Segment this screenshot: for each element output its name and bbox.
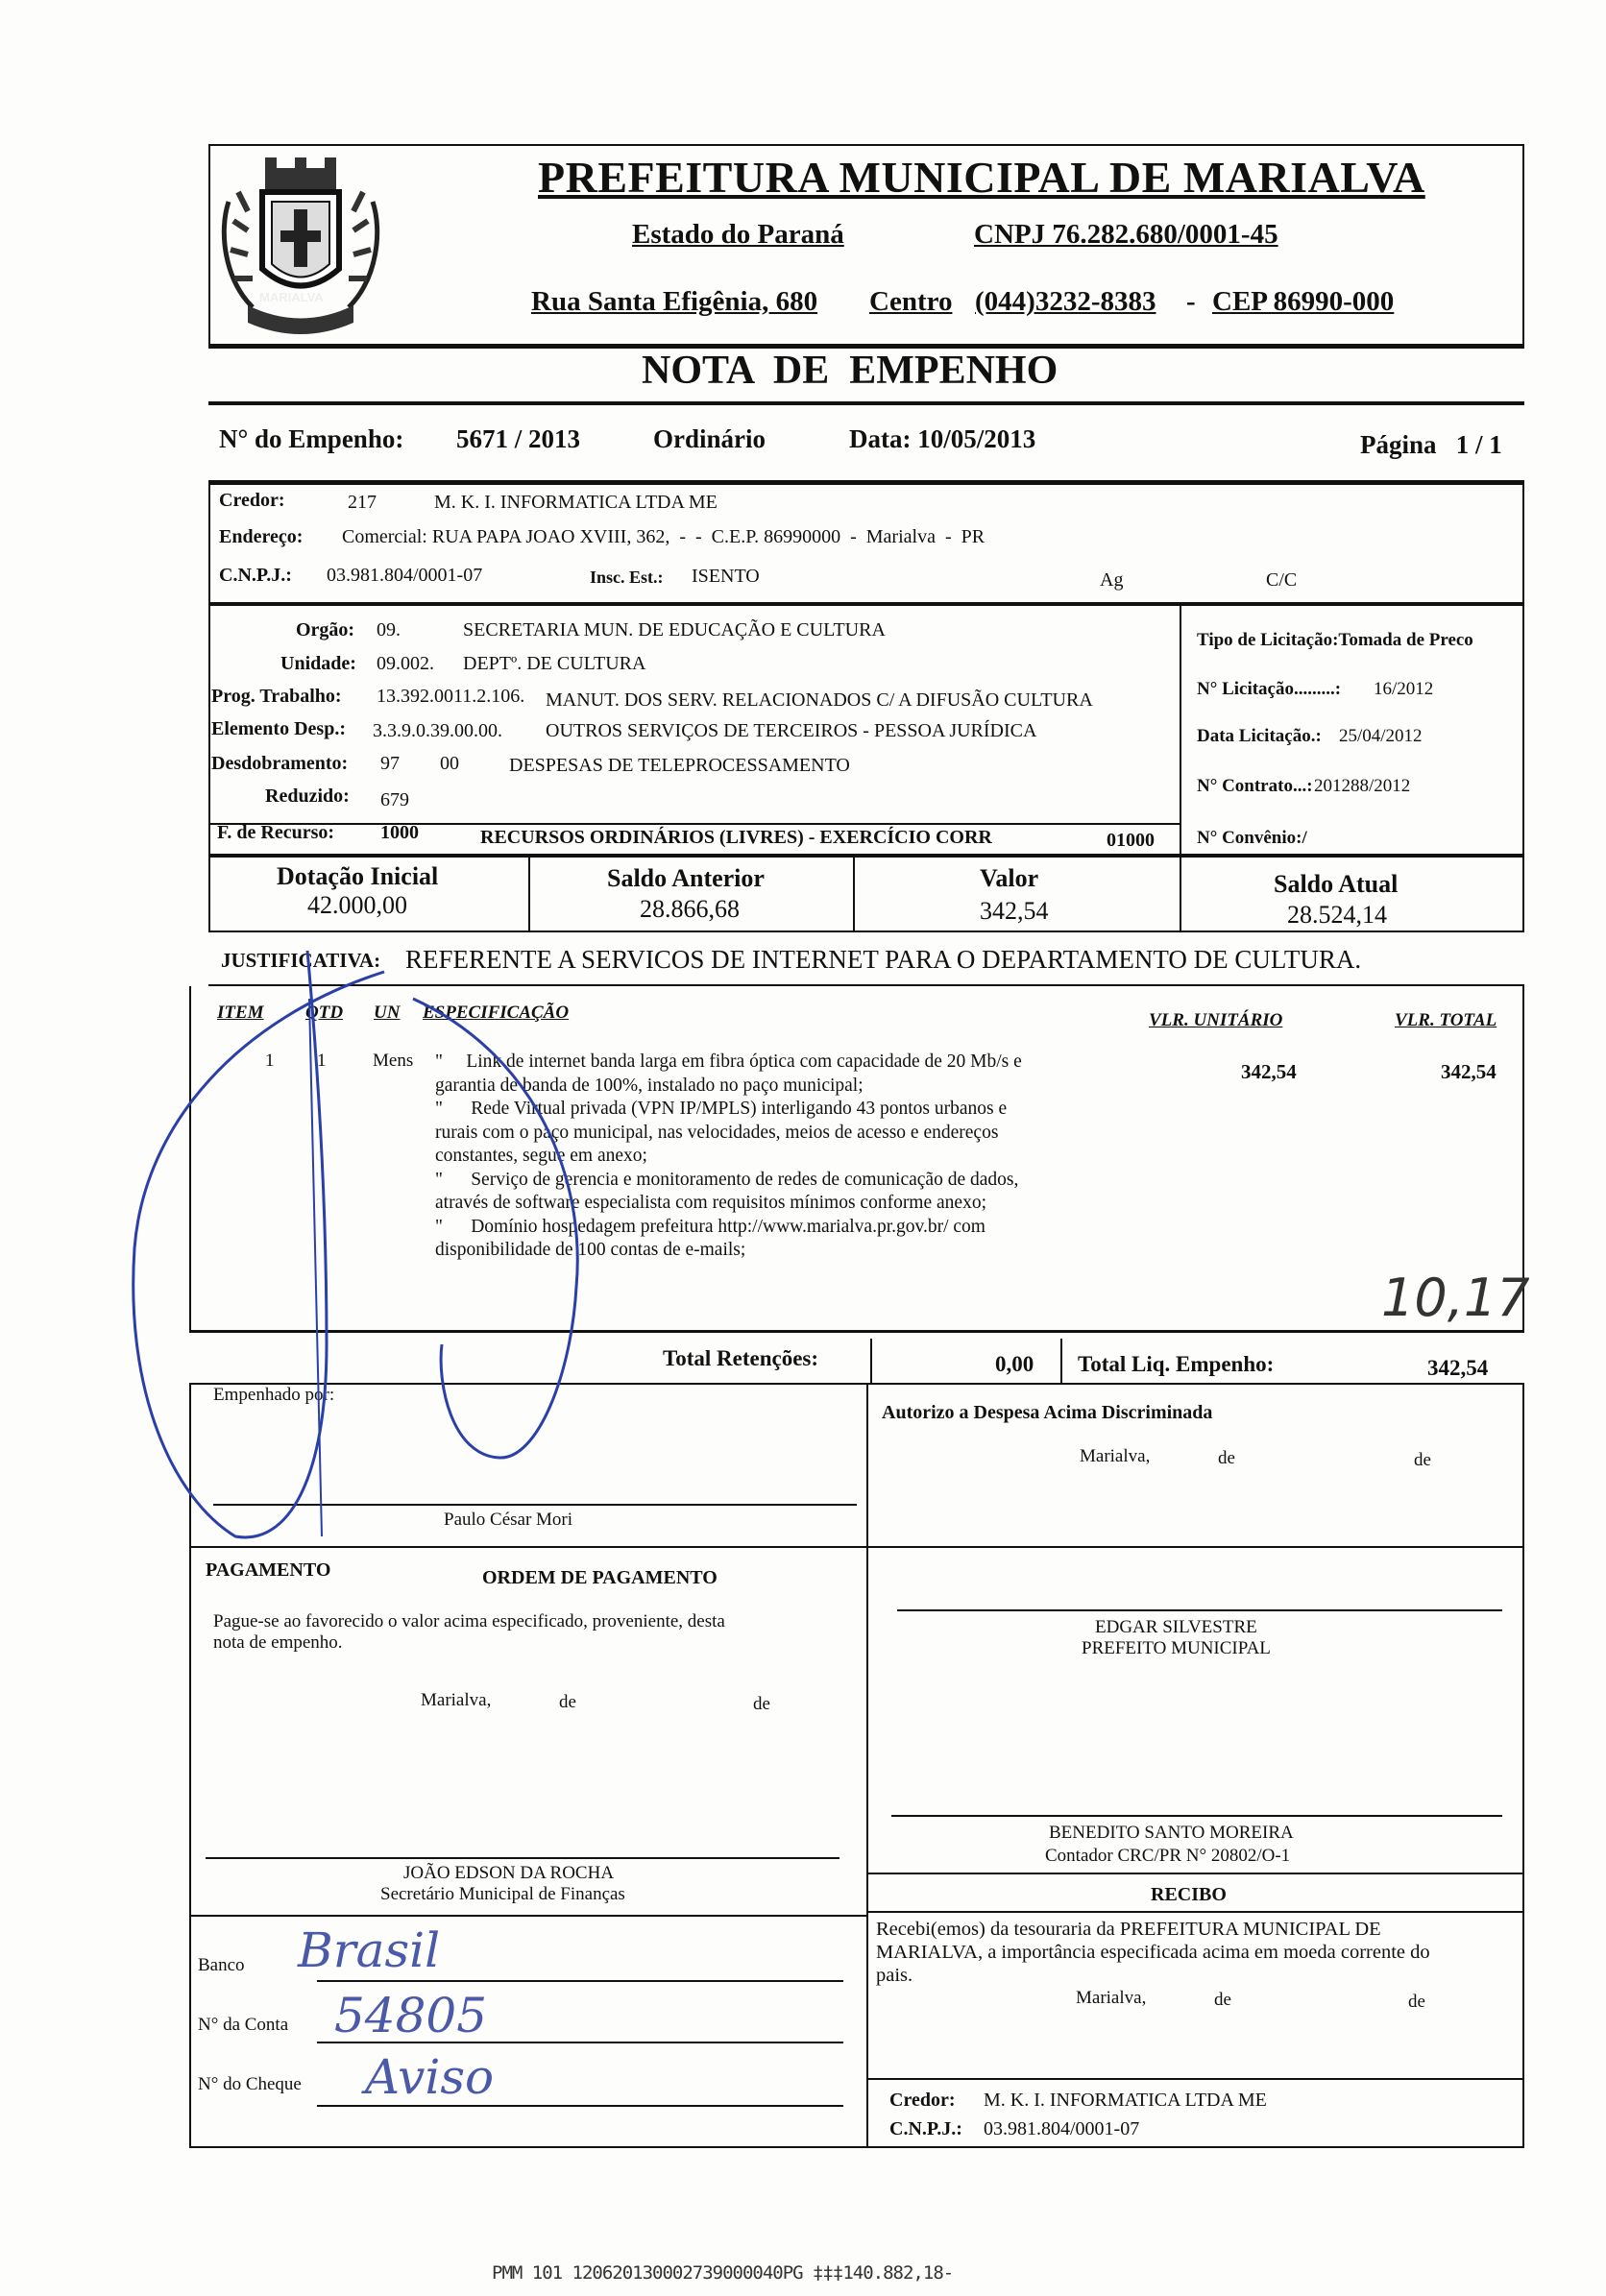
ordem-pagamento-label: ORDEM DE PAGAMENTO [482, 1567, 718, 1588]
desdobramento-b: 00 [440, 753, 459, 774]
pagamento-label: PAGAMENTO [206, 1559, 331, 1581]
address-cep: CEP 86990-000 [1212, 286, 1395, 317]
cheque-label: N° do Cheque [198, 2074, 302, 2094]
item-unit-value: 342,54 [1241, 1060, 1297, 1083]
pagamento-de1: de [559, 1692, 576, 1712]
contrato-label: N° Contrato...: [1197, 776, 1313, 796]
pague-line-2: nota de empenho. [213, 1632, 343, 1653]
handwritten-note: 10,17 [1381, 1268, 1530, 1328]
recibo-cnpj-value: 03.981.804/0001-07 [984, 2118, 1140, 2139]
recibo-line-3: pais. [876, 1965, 913, 1986]
desdobramento-value: DESPESAS DE TELEPROCESSAMENTO [509, 755, 850, 776]
tipo-licitacao: Tipo de Licitação:Tomada de Preco [1197, 630, 1473, 650]
autorizo-de2: de [1414, 1450, 1431, 1470]
numero-licitacao: 16/2012 [1374, 679, 1434, 699]
credor-name: M. K. I. INFORMATICA LTDA ME [434, 492, 718, 513]
recibo-line-2: MARIALVA, a importância especificada acima em moeda corrente do [876, 1942, 1430, 1963]
endereco-label: Endereço: [219, 526, 304, 547]
empenho-label: N° do Empenho: [219, 424, 404, 453]
item-number: 1 [265, 1051, 275, 1071]
banco-label: Banco [198, 1955, 245, 1975]
address-street: Rua Santa Efigênia, 680 [531, 286, 818, 317]
page-number: Página 1 / 1 [1360, 430, 1502, 459]
numero-licitacao-label: N° Licitação.........: [1197, 679, 1342, 699]
page-title: PREFEITURA MUNICIPAL DE MARIALVA [538, 153, 1425, 202]
orgao-code: 09. [377, 619, 401, 640]
contrato-value: 201288/2012 [1314, 776, 1411, 796]
recibo-de2: de [1408, 1992, 1425, 2012]
empenhado-label: Empenhado por: [213, 1385, 335, 1405]
col-un: UN [374, 1003, 401, 1023]
recibo-cnpj-label: C.N.P.J.: [889, 2118, 962, 2139]
address-district: Centro [869, 286, 953, 317]
cheque-handwritten: Aviso [365, 2049, 495, 2105]
liquido-value: 342,54 [1427, 1356, 1489, 1380]
valor-value: 342,54 [980, 897, 1049, 925]
saldo-atual-value: 28.524,14 [1287, 901, 1387, 929]
recibo-line-1: Recebi(emos) da tesouraria da PREFEITURA MUNICIPAL DE [876, 1919, 1381, 1940]
cc-label: C/C [1266, 569, 1298, 591]
spec-line: garantia de banda de 100%, instalado no paço municipal; [435, 1075, 864, 1096]
item-qtd: 1 [317, 1051, 327, 1071]
dotacao-label: Dotação Inicial [277, 862, 439, 890]
prog-value: MANUT. DOS SERV. RELACIONADOS C/ A DIFUSÃO CULTURA [546, 689, 1093, 711]
justificativa-label: JUSTIFICATIVA: [221, 949, 381, 972]
state-label: Estado do Paraná [632, 219, 844, 250]
prefeito-cargo: PREFEITO MUNICIPAL [1082, 1638, 1271, 1658]
recibo-credor-value: M. K. I. INFORMATICA LTDA ME [984, 2090, 1267, 2111]
dotacao-value: 42.000,00 [307, 891, 407, 919]
cnpj-label: CNPJ 76.282.680/0001-45 [974, 219, 1278, 250]
justificativa-text: REFERENTE A SERVICOS DE INTERNET PARA O DEPARTAMENTO DE CULTURA. [405, 945, 1362, 974]
convenio-label: N° Convênio:/ [1197, 828, 1307, 848]
col-vlr-total: VLR. TOTAL [1395, 1010, 1497, 1030]
col-especificacao: ESPECIFICAÇÃO [423, 1003, 570, 1023]
fonte-label: F. de Recurso: [217, 822, 335, 843]
prog-label: Prog. Trabalho: [211, 686, 342, 707]
secretario-nome: JOÃO EDSON DA ROCHA [403, 1863, 615, 1883]
col-vlr-unitario: VLR. UNITÁRIO [1149, 1010, 1283, 1030]
credor-label: Credor: [219, 490, 285, 511]
conta-handwritten: 54805 [334, 1988, 488, 2043]
valor-label: Valor [980, 864, 1039, 892]
pagamento-de2: de [753, 1694, 770, 1714]
reduzido-value: 679 [380, 789, 409, 810]
orgao-value: SECRETARIA MUN. DE EDUCAÇÃO E CULTURA [463, 619, 886, 640]
insc-label: Insc. Est.: [590, 568, 664, 587]
insc-value: ISENTO [692, 566, 760, 587]
unidade-code: 09.002. [377, 653, 434, 674]
footer-stamp: PMM 101 120620130002739000040PG ‡‡‡140.882,18- [492, 2262, 954, 2284]
document-title: NOTA DE EMPENHO [642, 349, 1058, 393]
credor-cnpj-label: C.N.P.J.: [219, 565, 292, 586]
recibo-label: RECIBO [1151, 1884, 1227, 1905]
empenhado-nome: Paulo César Mori [444, 1510, 573, 1530]
banco-handwritten: Brasil [298, 1922, 441, 1978]
desdobramento-a: 97 [380, 753, 400, 774]
spec-line: " Rede Virtual privada (VPN IP/MPLS) interligando 43 pontos urbanos e [435, 1099, 1008, 1119]
contador-nome: BENEDITO SANTO MOREIRA [1049, 1823, 1294, 1843]
contador-cargo: Contador CRC/PR N° 20802/O-1 [1045, 1846, 1291, 1866]
retencoes-label: Total Retenções: [663, 1346, 819, 1370]
spec-line: rurais com o paço municipal, nas velocidades, meios de acesso e endereços [435, 1122, 999, 1143]
item-total-value: 342,54 [1441, 1060, 1496, 1083]
desdobramento-label: Desdobramento: [211, 753, 349, 774]
fonte-value: RECURSOS ORDINÁRIOS (LIVRES) - EXERCÍCIO CORR [480, 827, 992, 848]
prog-code: 13.392.0011.2.106. [377, 686, 525, 707]
conta-label: N° da Conta [198, 2015, 289, 2035]
crest-text: MARIALVA [259, 290, 324, 304]
retencoes-value: 0,00 [995, 1352, 1034, 1376]
spec-line: " Link de internet banda larga em fibra óptica com capacidade de 20 Mb/s e [435, 1051, 1022, 1072]
unidade-value: DEPTº. DE CULTURA [463, 653, 646, 674]
spec-line: disponibilidade de 100 contas de e-mails; [435, 1240, 746, 1260]
recibo-marialva: Marialva, [1076, 1988, 1147, 2008]
liquido-label: Total Liq. Empenho: [1078, 1352, 1275, 1376]
prefeito-nome: EDGAR SILVESTRE [1095, 1617, 1257, 1637]
fonte-number: 01000 [1107, 830, 1155, 851]
spec-line: através de software especialista com requisitos mínimos conforme anexo; [435, 1193, 986, 1213]
fonte-code: 1000 [380, 822, 419, 843]
item-un: Mens [373, 1051, 414, 1071]
unidade-label: Unidade: [280, 653, 356, 674]
autorizo-de1: de [1218, 1448, 1235, 1468]
empenho-type: Ordinário [653, 424, 766, 453]
empenho-date: Data: 10/05/2013 [849, 424, 1036, 453]
secretario-cargo: Secretário Municipal de Finanças [380, 1884, 625, 1904]
data-licitacao: 25/04/2012 [1339, 726, 1423, 746]
spec-line: " Domínio hospedagem prefeitura http://www.marialva.pr.gov.br/ com [435, 1216, 986, 1237]
pague-line-1: Pague-se ao favorecido o valor acima especificado, proveniente, desta [213, 1611, 725, 1631]
pagamento-marialva: Marialva, [421, 1690, 492, 1710]
elemento-label: Elemento Desp.: [211, 718, 346, 739]
autorizo-label: Autorizo a Despesa Acima Discriminada [882, 1402, 1213, 1423]
endereco-value: Comercial: RUA PAPA JOAO XVIII, 362, - - C.E.P. 86990000 - Marialva - PR [342, 526, 986, 547]
ag-label: Ag [1100, 569, 1124, 591]
autorizo-marialva: Marialva, [1080, 1446, 1151, 1466]
spec-line: constantes, segue em anexo; [435, 1146, 647, 1166]
reduzido-label: Reduzido: [265, 785, 350, 807]
saldo-atual-label: Saldo Atual [1274, 870, 1399, 898]
recibo-de1: de [1214, 1990, 1231, 2010]
orgao-label: Orgão: [296, 619, 355, 640]
spec-line: " Serviço de gerencia e monitoramento de redes de comunicação de dados, [435, 1169, 1019, 1190]
saldo-anterior-label: Saldo Anterior [607, 864, 765, 892]
col-qtd: QTD [305, 1003, 344, 1023]
address-dash: - [1186, 286, 1196, 317]
credor-cnpj: 03.981.804/0001-07 [327, 565, 483, 586]
elemento-code: 3.3.9.0.39.00.00. [373, 720, 502, 741]
elemento-value: OUTROS SERVIÇOS DE TERCEIROS - PESSOA JURÍDICA [546, 720, 1037, 741]
credor-code: 217 [348, 492, 377, 513]
recibo-credor-label: Credor: [889, 2090, 956, 2111]
saldo-anterior-value: 28.866,68 [640, 895, 740, 923]
col-item: ITEM [217, 1003, 264, 1023]
address-phone: (044)3232-8383 [975, 286, 1156, 317]
data-licitacao-label: Data Licitação.: [1197, 726, 1322, 746]
empenho-number: 5671 / 2013 [456, 424, 581, 453]
